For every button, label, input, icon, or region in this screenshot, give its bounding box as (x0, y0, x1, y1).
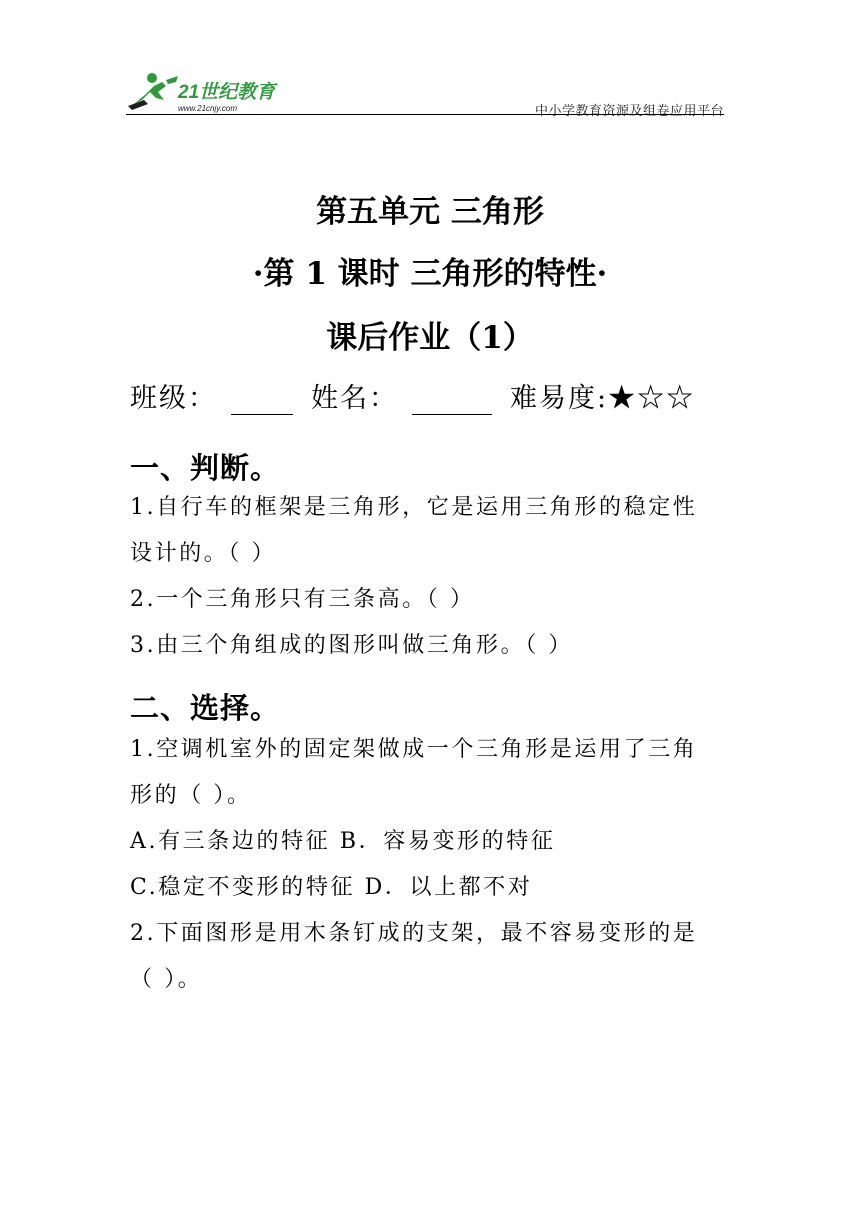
choice-q2-line1: 2.下面图形是用木条钉成的支架，最不容易变形的是 (130, 921, 698, 946)
choice-q1-line1: 1.空调机室外的固定架做成一个三角形是运用了三角 (130, 737, 698, 762)
student-info-line (130, 376, 695, 415)
homework-title: 课后作业（1） (326, 320, 534, 356)
svg-text:21世纪教育: 21世纪教育 (178, 82, 276, 103)
choice-q2-line2: （ ）。 (130, 967, 203, 992)
choice-q1-options-cd: C.稳定不变形的特征 D．以上都不对 (130, 875, 533, 900)
svg-text:www.21cnjy.com: www.21cnjy.com (178, 104, 237, 113)
page-header (126, 62, 724, 118)
judge-heading: 一、判断。 (130, 451, 281, 485)
choice-q1-options-ab: A.有三条边的特征 B．容易变形的特征 (130, 829, 556, 854)
name-blank[interactable] (412, 386, 492, 415)
21cnjy-logo (126, 70, 296, 114)
platform-caption: 中小学教育资源及组卷应用平台 (534, 104, 724, 119)
choice-q1-line2: 形的（ ）。 (130, 783, 252, 808)
unit-title: 第五单元 三角形 (316, 194, 544, 230)
lesson-title: ·第 1 课时 三角形的特性· (252, 256, 608, 292)
class-blank[interactable] (231, 386, 293, 415)
judge-q1-line2: 设计的。（ ） (130, 541, 277, 566)
judge-q1-line1: 1.自行车的框架是三角形，它是运用三角形的稳定性 (130, 495, 698, 520)
choice-heading: 二、选择。 (130, 691, 281, 725)
header-rule (126, 114, 724, 115)
judge-q3: 3.由三个角组成的图形叫做三角形。（ ） (130, 633, 573, 658)
class-label: 班级： (130, 383, 217, 414)
judge-q2: 2.一个三角形只有三条高。（ ） (130, 587, 475, 612)
difficulty-stars: ★☆☆ (608, 383, 696, 414)
difficulty-label: 难易度: (510, 383, 609, 414)
name-label: 姓名： (311, 383, 398, 414)
